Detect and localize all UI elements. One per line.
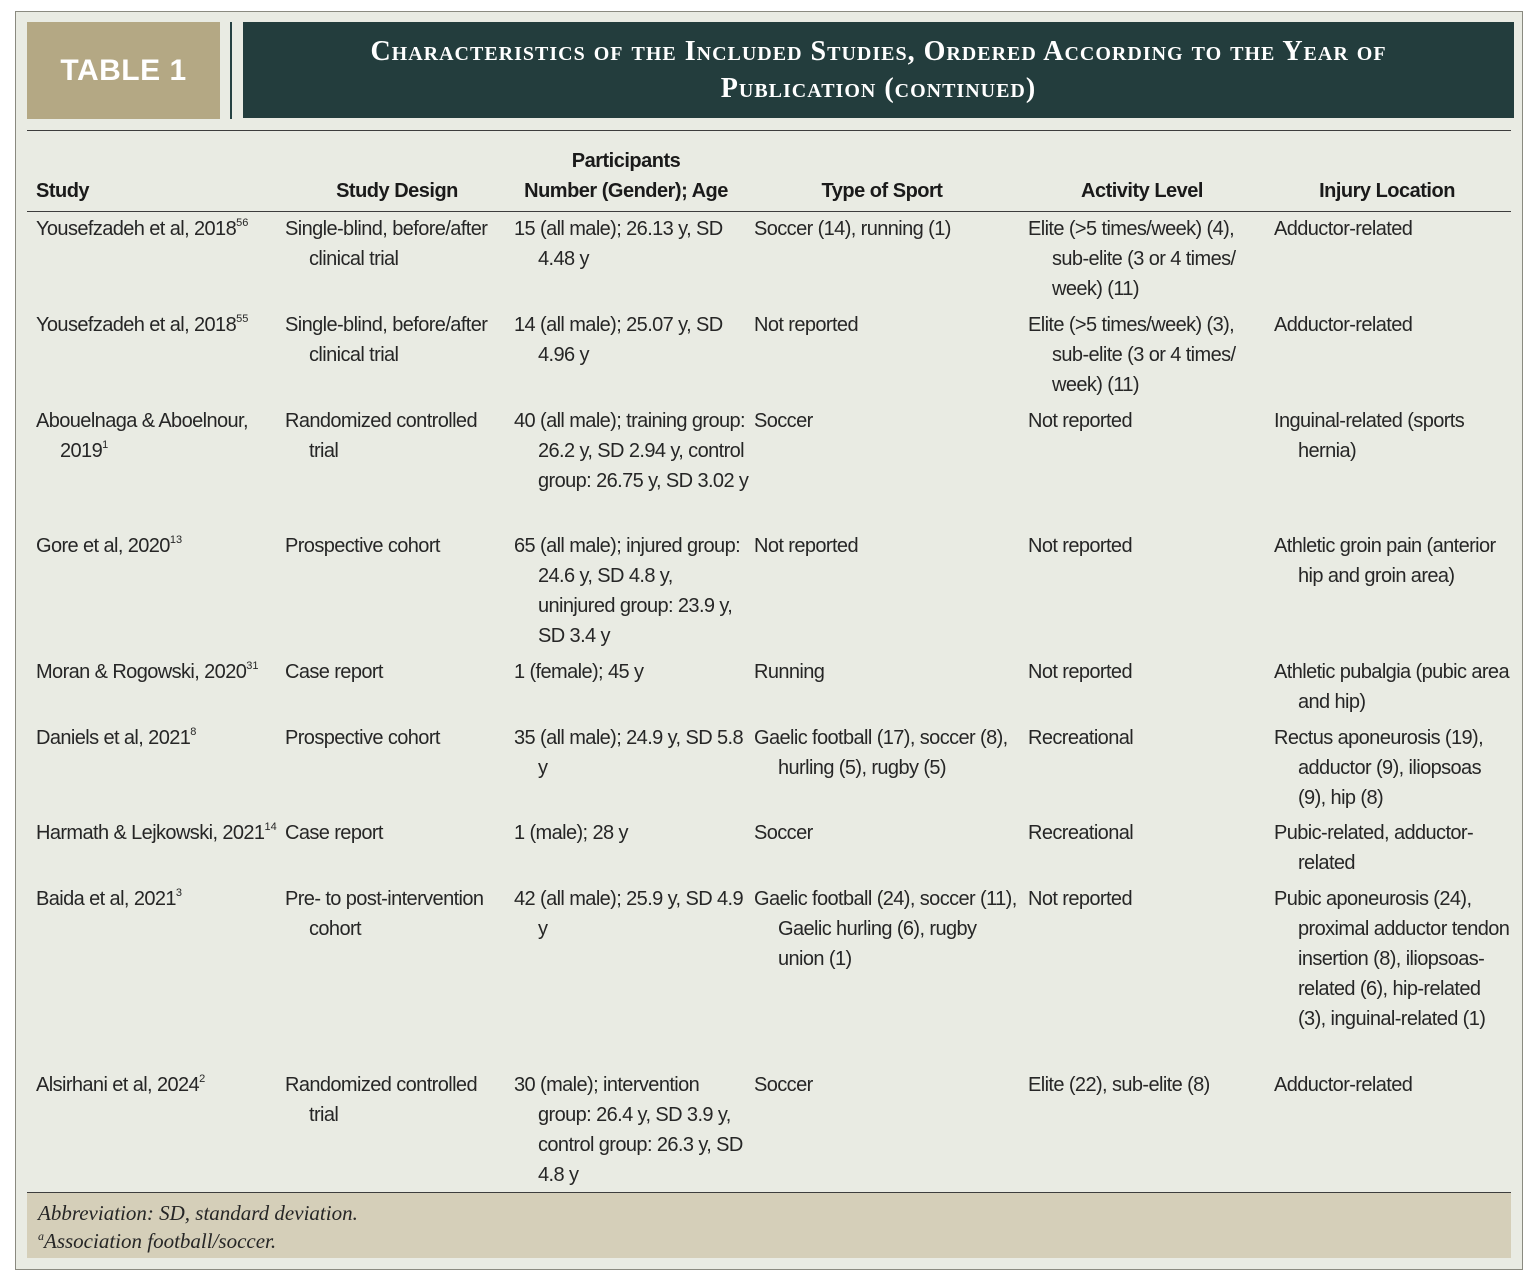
injury-cell: Adductor-related — [1274, 314, 1413, 336]
reference-number: 3 — [175, 887, 183, 899]
participants-cell: 30 (male); intervention group: 26.4 y, SD 3.9 y, control group: 26.3 y, SD 4.8 y — [514, 1074, 743, 1186]
study-cell: Moran & Rogowski, 2020$^{31}$ — [36, 660, 259, 683]
design-cell: Prospective cohort — [285, 727, 440, 749]
reference-number: 31 — [246, 660, 259, 672]
participants-cell: 1 (male); 28 y — [514, 822, 628, 844]
sport-cell: Running — [754, 661, 825, 683]
study-cell: Yousefzadeh et al, 2018$^{55}$ — [36, 313, 249, 336]
abbreviation-note: Abbreviation: SD, standard deviation. — [38, 1201, 358, 1225]
reference-number: 1 — [102, 439, 109, 451]
participants-cell: 65 (all male); injured group: 24.6 y, SD 4.8 y, uninjured group: 23.9 y, SD 3.4 y — [514, 535, 741, 647]
footnote-mark: a — [38, 1229, 44, 1243]
design-cell: Case report — [285, 661, 383, 683]
top-rule — [27, 130, 1511, 131]
sport-cell: Soccer — [754, 1074, 813, 1096]
sport-cell: Soccer — [754, 410, 813, 432]
header-sport: Type of Sport — [821, 180, 943, 202]
study-cell: Alsirhani et al, 2024$^2$ — [36, 1073, 206, 1096]
injury-cell: Adductor-related — [1274, 218, 1413, 240]
participants-cell: 35 (all male); 24.9 y, SD 5.8 y — [514, 727, 744, 779]
reference-number: 56 — [236, 217, 249, 229]
design-cell: Case report — [285, 822, 383, 844]
participants-cell: 14 (all male); 25.07 y, SD 4.96 y — [514, 314, 723, 366]
injury-cell: Pubic-related, adductor-related — [1274, 822, 1474, 874]
header-participants — [517, 146, 735, 206]
activity-cell: Elite (>5 times/week) (4), sub-elite (3 or 4 times/ week) (11) — [1028, 218, 1236, 300]
sport-cell: Gaelic football (17), soccer (8), hurling (5), rugby (5) — [754, 727, 1008, 779]
design-cell: Single-blind, before/after clinical trial — [285, 314, 488, 366]
design-cell: Prospective cohort — [285, 535, 440, 557]
sport-cell: Not reported — [754, 314, 858, 336]
sport-cell: Soccer (14), running (1) — [754, 218, 951, 240]
footnote: $^a$Association football/soccer. — [38, 1229, 277, 1253]
sport-cell: Gaelic football (24), soccer (11), Gaelic hurling (6), rugby union (1) — [754, 888, 1017, 970]
injury-cell: Adductor-related — [1274, 1074, 1413, 1096]
header-divider — [230, 22, 232, 119]
design-cell: Pre- to post-intervention cohort — [285, 888, 484, 940]
reference-number: 13 — [169, 534, 183, 546]
study-cell: Baida et al, 2021$^3$ — [36, 887, 183, 910]
header-injury: Injury Location — [1319, 180, 1455, 202]
activity-cell: Recreational — [1028, 727, 1134, 749]
activity-cell: Not reported — [1028, 410, 1132, 432]
injury-cell: Pubic aponeurosis (24), proximal adductor tendon insertion (8), iliopsoas-related (6), hip-related (3), inguinal-related (1) — [1274, 888, 1510, 1030]
header-participants-line2: Number (Gender); Age — [524, 180, 728, 202]
header-study: Study — [36, 180, 90, 202]
table-footer — [27, 1193, 1511, 1258]
study-cell: Abouelnaga & Aboelnour, 2019$^1$ — [36, 410, 248, 462]
reference-number: 14 — [264, 821, 277, 833]
reference-number: 8 — [190, 726, 197, 738]
activity-cell: Elite (22), sub-elite (8) — [1028, 1074, 1210, 1096]
injury-cell: Athletic pubalgia (pubic area and hip) — [1274, 661, 1509, 713]
activity-cell: Not reported — [1028, 535, 1132, 557]
column-headers — [27, 140, 1511, 212]
design-cell: Randomized controlled trial — [285, 410, 477, 462]
reference-number: 2 — [199, 1073, 206, 1085]
activity-cell: Not reported — [1028, 888, 1132, 910]
injury-cell: Athletic groin pain (anterior hip and groin area) — [1274, 535, 1496, 587]
participants-cell: 42 (all male); 25.9 y, SD 4.9 y — [514, 888, 744, 940]
reference-number: 55 — [236, 313, 249, 325]
header-activity: Activity Level — [1081, 180, 1203, 202]
participants-cell: 40 (all male); training group: 26.2 y, SD 2.94 y, control group: 26.75 y, SD 3.02 y — [514, 410, 749, 492]
study-cell: Daniels et al, 2021$^8$ — [36, 726, 197, 749]
participants-cell: 1 (female); 45 y — [514, 661, 644, 683]
table-label: TABLE 1 — [27, 22, 220, 119]
design-cell: Single-blind, before/after clinical trial — [285, 218, 488, 270]
activity-cell: Not reported — [1028, 661, 1132, 683]
participants-cell: 15 (all male); 26.13 y, SD 4.48 y — [514, 218, 723, 270]
header-design: Study Design — [336, 180, 458, 202]
injury-cell: Inguinal-related (sports hernia) — [1274, 410, 1465, 462]
injury-cell: Rectus aponeurosis (19), adductor (9), iliopsoas (9), hip (8) — [1274, 727, 1484, 809]
title-bar — [243, 22, 1514, 118]
study-cell: Gore et al, 2020$^{13}$ — [36, 534, 183, 557]
study-cell: Harmath & Lejkowski, 2021$^{14}$ — [36, 821, 277, 844]
activity-cell: Recreational — [1028, 822, 1134, 844]
sport-cell: Not reported — [754, 535, 858, 557]
table-title: Characteristics of the Included Studies, Ordered According to the Year of Publication (continued) — [370, 36, 1387, 104]
sport-cell: Soccer — [754, 822, 813, 844]
activity-cell: Elite (>5 times/week) (3), sub-elite (3 or 4 times/ week) (11) — [1028, 314, 1236, 396]
header-participants-line1: Participants — [571, 150, 681, 172]
study-cell: Yousefzadeh et al, 2018$^{56}$ — [36, 217, 249, 240]
design-cell: Randomized controlled trial — [285, 1074, 477, 1126]
